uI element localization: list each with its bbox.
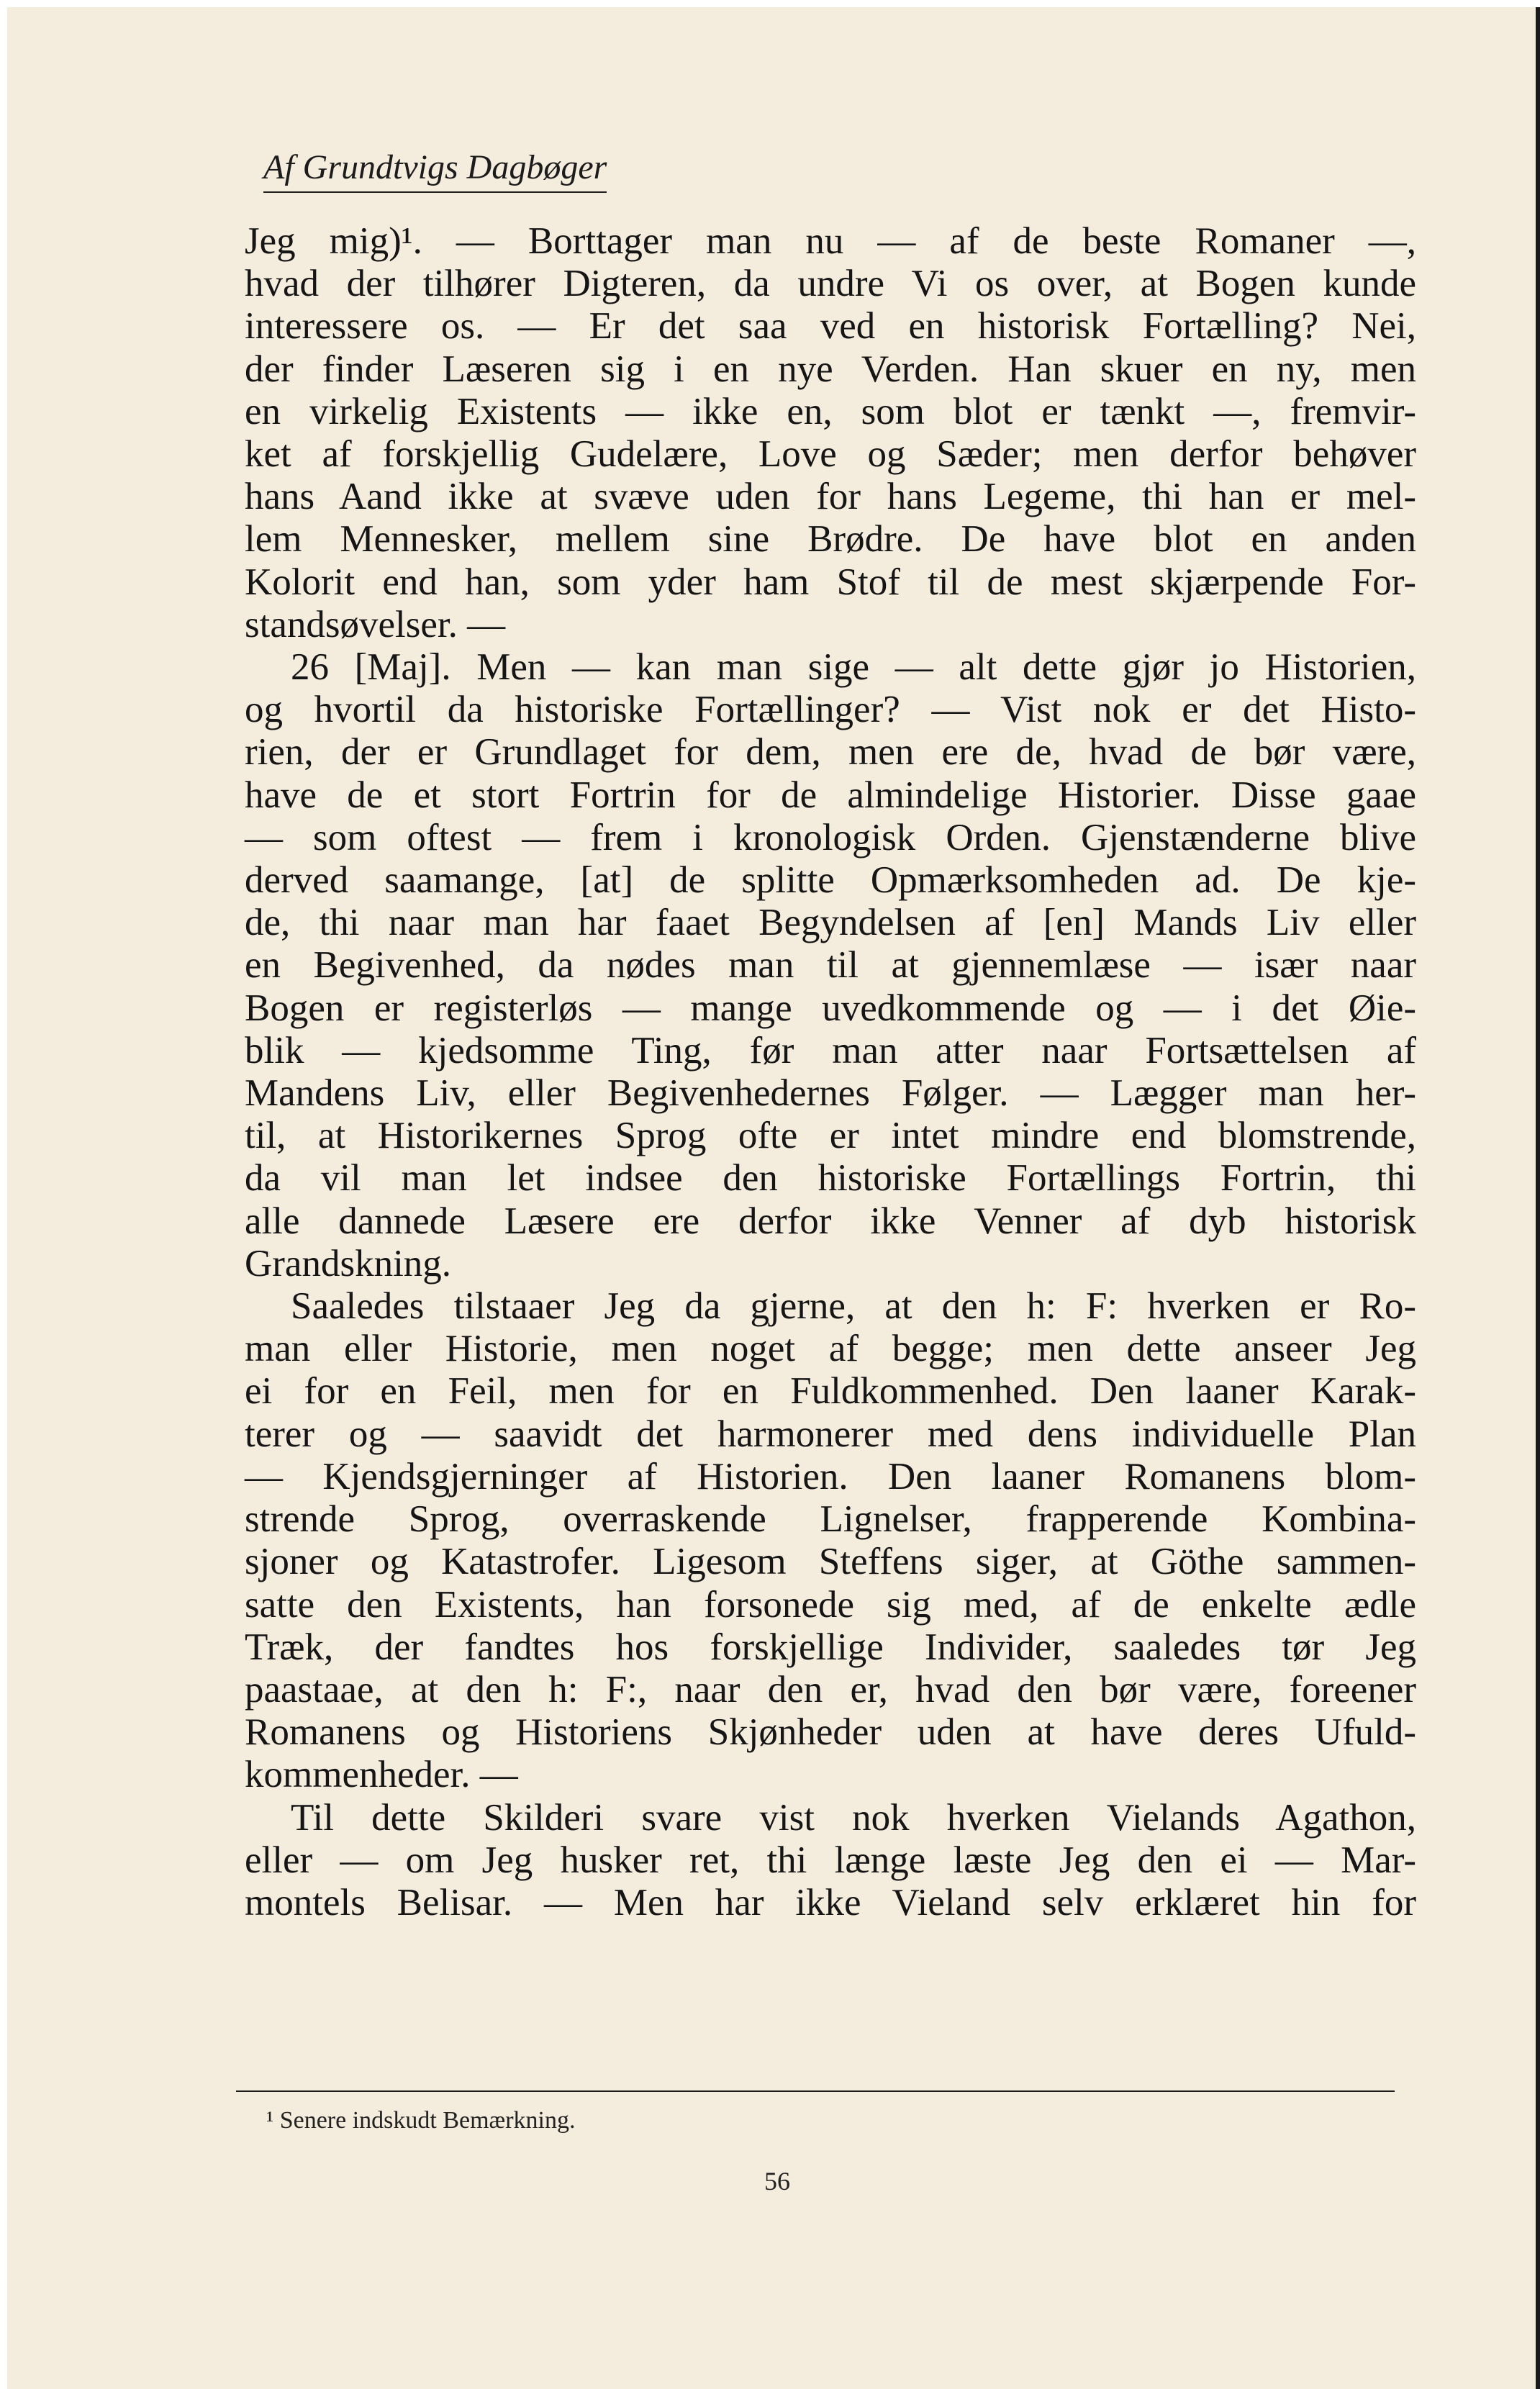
footnote: ¹ Senere indskudt Bemærkning. (266, 2107, 576, 2134)
text-line: rien, der er Grundlaget for dem, men ere de, hvad de bør være, (245, 731, 1416, 774)
text-line: sjoner og Katastrofer. Ligesom Steffens siger, at Göthe sammen- (245, 1541, 1416, 1583)
text-line: strende Sprog, overraskende Lignelser, frapperende Kombina- (245, 1498, 1416, 1541)
text-line: til, at Historikernes Sprog ofte er intet mindre end blomstrende, (245, 1115, 1416, 1157)
text-line: man eller Historie, men noget af begge; men dette anseer Jeg (245, 1328, 1416, 1370)
text-line: Saaledes tilstaaer Jeg da gjerne, at den h: F: hverken er Ro- (291, 1285, 1416, 1328)
text-line: de, thi naar man har faaet Begyndelsen af [en] Mands Liv eller (245, 902, 1416, 944)
text-line: standsøvelser. — (245, 603, 506, 645)
text-line: der finder Læseren sig i en nye Verden. Han skuer en ny, men (245, 348, 1416, 390)
text-line: satte den Existents, han forsonede sig med, af de enkelte ædle (245, 1583, 1416, 1626)
text-line: Kolorit end han, som yder ham Stof til de mest skjærpende For- (245, 561, 1416, 603)
text-line: blik — kjedsomme Ting, før man atter naar Fortsættelsen af (245, 1029, 1416, 1072)
footnote-divider (236, 2090, 1395, 2092)
text-line: interessere os. — Er det saa ved en historisk Fortælling? Nei, (245, 305, 1416, 348)
text-line: Jeg mig)¹. — Borttager man nu — af de beste Romaner —, (245, 220, 1416, 262)
text-line: lem Mennesker, mellem sine Brødre. De have blot en anden (245, 518, 1416, 561)
text-line: ket af forskjellig Gudelære, Love og Sæder; men derfor behøver (245, 433, 1416, 476)
text-line: da vil man let indsee den historiske Fortællings Fortrin, thi (245, 1157, 1416, 1200)
text-line: hans Aand ikke at svæve uden for hans Legeme, thi han er mel- (245, 476, 1416, 518)
text-line: en Begivenhed, da nødes man til at gjennemlæse — især naar (245, 944, 1416, 987)
text-line: — Kjendsgjerninger af Historien. Den laaner Romanens blom- (245, 1455, 1416, 1498)
text-line: Bogen er registerløs — mange uvedkommende og — i det Øie- (245, 987, 1416, 1029)
text-line: alle dannede Læsere ere derfor ikke Venner af dyb historisk (245, 1200, 1416, 1242)
text-line: montels Belisar. — Men har ikke Vieland selv erklæret hin for (245, 1881, 1416, 1924)
book-page (7, 7, 1540, 2389)
text-line: have de et stort Fortrin for de almindelige Historier. Disse gaae (245, 774, 1416, 816)
text-line: Romanens og Historiens Skjønheder uden at have deres Ufuld- (245, 1711, 1416, 1754)
text-line: Træk, der fandtes hos forskjellige Individer, saaledes tør Jeg (245, 1626, 1416, 1668)
running-header: Af Grundtvigs Dagbøger (263, 148, 607, 193)
text-line: ei for en Feil, men for en Fuldkommenhed. Den laaner Karak- (245, 1370, 1416, 1413)
text-line: Mandens Liv, eller Begivenhedernes Følger. — Lægger man her- (245, 1072, 1416, 1115)
text-line: derved saamange, [at] de splitte Opmærksomheden ad. De kje- (245, 859, 1416, 902)
text-line: Grandskning. (245, 1242, 452, 1285)
text-line: paastaae, at den h: F:, naar den er, hvad den bør være, foreener (245, 1668, 1416, 1711)
text-line: hvad der tilhører Digteren, da undre Vi os over, at Bogen kunde (245, 263, 1416, 305)
body-text (245, 220, 1416, 1924)
text-line: terer og — saavidt det harmonerer med dens individuelle Plan (245, 1413, 1416, 1455)
text-line: en virkelig Existents — ikke en, som blot er tænkt —, fremvir- (245, 390, 1416, 432)
text-line: 26 [Maj]. Men — kan man sige — alt dette gjør jo Historien, (291, 646, 1416, 689)
text-line: kommenheder. — (245, 1754, 518, 1796)
page-number: 56 (764, 2167, 790, 2196)
text-line: Til dette Skilderi svare vist nok hverken Vielands Agathon, (291, 1796, 1416, 1839)
text-line: eller — om Jeg husker ret, thi længe læste Jeg den ei — Mar- (245, 1839, 1416, 1881)
text-line: — som oftest — frem i kronologisk Orden. Gjenstænderne blive (245, 816, 1416, 859)
text-line: og hvortil da historiske Fortællinger? — Vist nok er det Histo- (245, 689, 1416, 731)
